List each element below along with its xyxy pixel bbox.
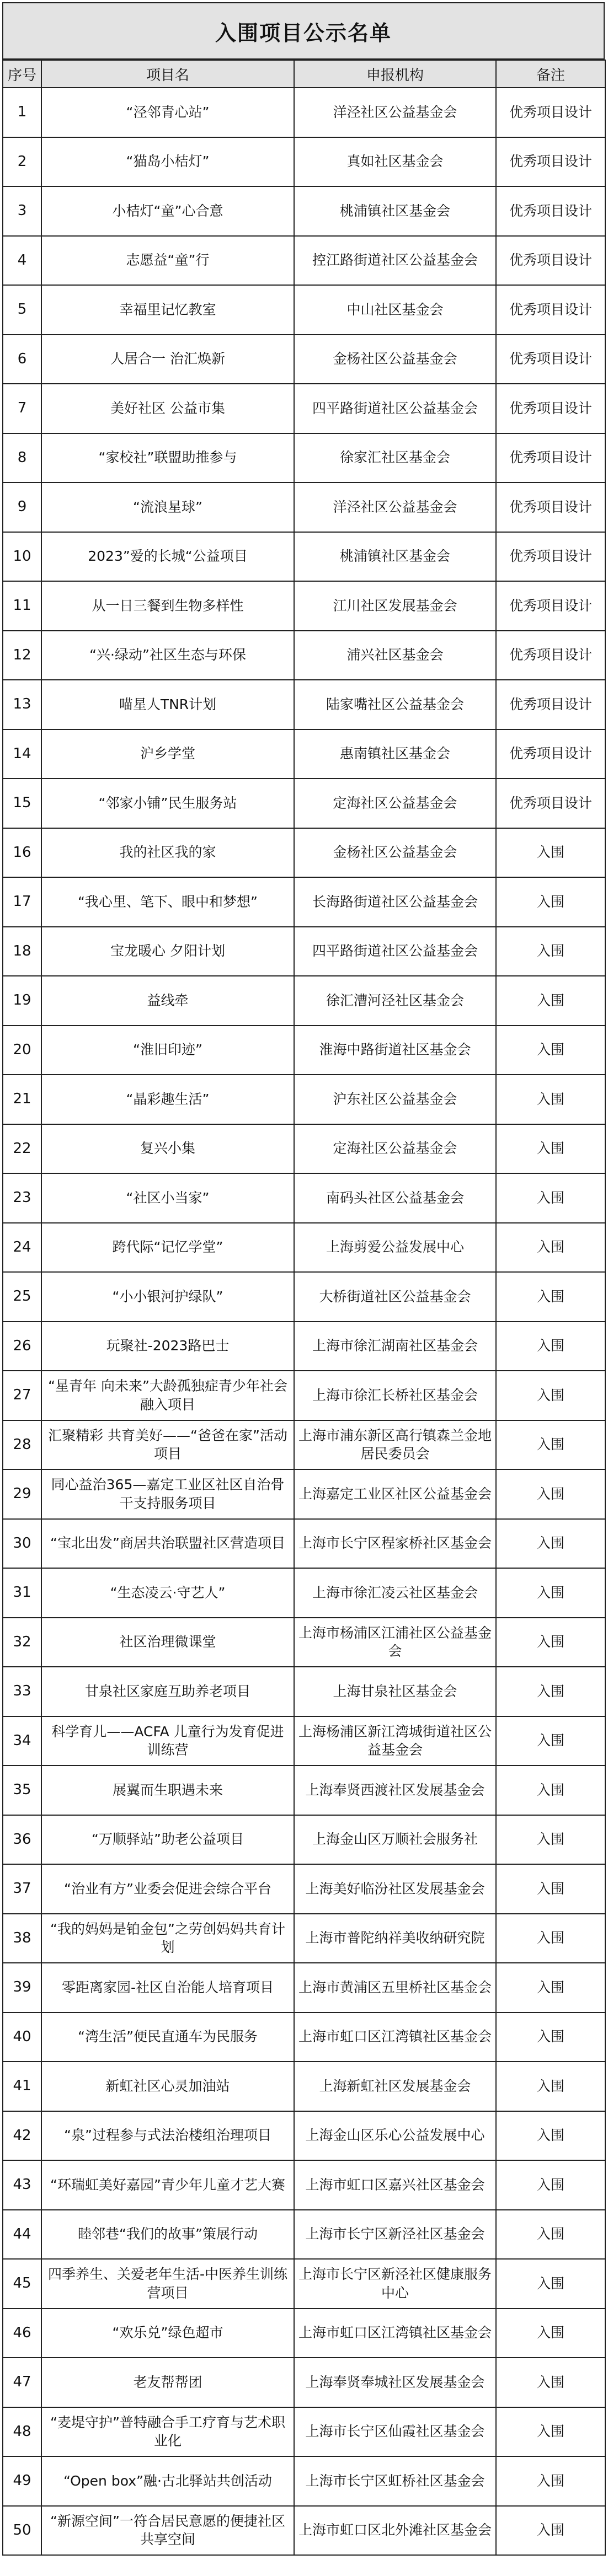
project-name: “兴·绿动”社区生态与环保: [41, 631, 294, 680]
row-index: 3: [3, 186, 41, 236]
project-name: 复兴小集: [41, 1124, 294, 1174]
remark: 入围: [496, 1322, 605, 1371]
remark: 优秀项目设计: [496, 729, 605, 779]
table-row: [3, 976, 605, 1026]
table-row: [3, 2309, 605, 2358]
row-index: 22: [3, 1124, 41, 1174]
table-row: [3, 877, 605, 927]
remark: 入围: [496, 2012, 605, 2062]
table-row: [3, 1568, 605, 1618]
project-name: 零距离家园-社区自治能人培育项目: [41, 1963, 294, 2012]
remark: 优秀项目设计: [496, 285, 605, 335]
project-name: 我的社区我的家: [41, 828, 294, 878]
row-index: 2: [3, 137, 41, 187]
remark: 入围: [496, 1815, 605, 1865]
table-row: [3, 335, 605, 384]
project-name: 喵星人TNR计划: [41, 680, 294, 729]
row-index: 48: [3, 2407, 41, 2457]
project-name: 新虹社区心灵加油站: [41, 2062, 294, 2111]
project-name: 美好社区 公益市集: [41, 384, 294, 433]
remark: 优秀项目设计: [496, 137, 605, 187]
project-name: 汇聚精彩 共育美好——“爸爸在家”活动项目: [41, 1420, 294, 1470]
organization-name: 上海奉贤西渡社区发展基金会: [294, 1765, 496, 1815]
table-row: [3, 1322, 605, 1371]
project-name: 从一日三餐到生物多样性: [41, 581, 294, 631]
row-index: 12: [3, 631, 41, 680]
remark: 入围: [496, 1765, 605, 1815]
remark: 入围: [496, 877, 605, 927]
organization-name: 上海市徐汇湖南社区基金会: [294, 1322, 496, 1371]
project-name: “猫岛小桔灯”: [41, 137, 294, 187]
organization-name: 洋泾社区公益基金会: [294, 482, 496, 532]
table-row: [3, 1075, 605, 1124]
organization-name: 长海路街道社区公益基金会: [294, 877, 496, 927]
organization-name: 上海剪爱公益发展中心: [294, 1223, 496, 1273]
organization-name: 上海市长宁区新泾社区基金会: [294, 2210, 496, 2260]
table-row: [3, 729, 605, 779]
row-index: 15: [3, 779, 41, 828]
project-name: 四季养生、关爱老年生活-中医养生训练营项目: [41, 2259, 294, 2309]
remark: 入围: [496, 1667, 605, 1716]
table-row: [3, 1420, 605, 1470]
table-row: [3, 88, 605, 137]
table-row: [3, 137, 605, 187]
remark: 入围: [496, 1469, 605, 1519]
organization-name: 上海奉贤奉城社区发展基金会: [294, 2358, 496, 2407]
remark: 入围: [496, 976, 605, 1026]
remark: 优秀项目设计: [496, 532, 605, 582]
organization-name: 定海社区公益基金会: [294, 1124, 496, 1174]
organization-name: 上海新虹社区发展基金会: [294, 2062, 496, 2111]
table-row: [3, 2456, 605, 2506]
row-index: 19: [3, 976, 41, 1026]
row-index: 30: [3, 1519, 41, 1569]
table-row: [3, 1618, 605, 1667]
header-organization: 申报机构: [294, 60, 496, 88]
project-name: 沪乡学堂: [41, 729, 294, 779]
remark: 入围: [496, 2259, 605, 2309]
remark: 入围: [496, 2111, 605, 2161]
table-row: [3, 1371, 605, 1420]
organization-name: 徐汇漕河泾社区基金会: [294, 976, 496, 1026]
row-index: 8: [3, 433, 41, 483]
row-index: 35: [3, 1765, 41, 1815]
project-name: 宝龙暖心 夕阳计划: [41, 927, 294, 976]
row-index: 37: [3, 1864, 41, 1914]
remark: 入围: [496, 1223, 605, 1273]
row-index: 36: [3, 1815, 41, 1865]
project-name: “泉”过程参与式法治楼组治理项目: [41, 2111, 294, 2161]
organization-name: 沪东社区公益基金会: [294, 1075, 496, 1124]
organization-name: 上海甘泉社区基金会: [294, 1667, 496, 1716]
remark: 入围: [496, 1618, 605, 1667]
table-row: [3, 2062, 605, 2111]
table-row: [3, 2111, 605, 2161]
table-row: [3, 828, 605, 878]
project-name: “家校社”联盟助推参与: [41, 433, 294, 483]
organization-name: 中山社区基金会: [294, 285, 496, 335]
table-row: [3, 1124, 605, 1174]
row-index: 31: [3, 1568, 41, 1618]
organization-name: 上海市徐汇长桥社区基金会: [294, 1371, 496, 1420]
project-name: “Open box”融·古北驿站共创活动: [41, 2456, 294, 2506]
row-index: 27: [3, 1371, 41, 1420]
organization-name: 淮海中路街道社区基金会: [294, 1026, 496, 1075]
table-row: [3, 1173, 605, 1223]
table-row: [3, 581, 605, 631]
table-row: [3, 482, 605, 532]
organization-name: 洋泾社区公益基金会: [294, 88, 496, 137]
row-index: 32: [3, 1618, 41, 1667]
organization-name: 上海嘉定工业区社区公益基金会: [294, 1469, 496, 1519]
project-name: “新源空间”一符合居民意愿的便捷社区共享空间: [41, 2506, 294, 2556]
row-index: 33: [3, 1667, 41, 1716]
organization-name: 四平路街道社区公益基金会: [294, 927, 496, 976]
project-name: “泾邻青心站”: [41, 88, 294, 137]
organization-name: 控江路街道社区公益基金会: [294, 236, 496, 286]
organization-name: 上海市杨浦区江浦社区公益基金会: [294, 1618, 496, 1667]
organization-name: 上海金山区乐心公益发展中心: [294, 2111, 496, 2161]
remark: 入围: [496, 828, 605, 878]
remark: 入围: [496, 2309, 605, 2358]
project-name: 展翼而生职遇未来: [41, 1765, 294, 1815]
project-name: 益线牵: [41, 976, 294, 1026]
remark: 入围: [496, 1519, 605, 1569]
remark: 优秀项目设计: [496, 779, 605, 828]
table-row: [3, 2407, 605, 2457]
table-row: [3, 186, 605, 236]
project-name: “社区小当家”: [41, 1173, 294, 1223]
project-name: “麦堤守护”普特融合手工疗育与艺术职业化: [41, 2407, 294, 2457]
remark: 入围: [496, 2062, 605, 2111]
table-row: [3, 2259, 605, 2309]
project-name: 小桔灯“童”心合意: [41, 186, 294, 236]
project-name: 人居合一 治汇焕新: [41, 335, 294, 384]
row-index: 4: [3, 236, 41, 286]
organization-name: 上海市黄浦区五里桥社区基金会: [294, 1963, 496, 2012]
table-row: [3, 384, 605, 433]
row-index: 11: [3, 581, 41, 631]
organization-name: 上海市长宁区程家桥社区基金会: [294, 1519, 496, 1569]
row-index: 1: [3, 88, 41, 137]
organization-name: 上海市徐汇凌云社区基金会: [294, 1568, 496, 1618]
row-index: 9: [3, 482, 41, 532]
row-index: 13: [3, 680, 41, 729]
project-name: “生态凌云·守艺人”: [41, 1568, 294, 1618]
organization-name: 上海市虹口区北外滩社区基金会: [294, 2506, 496, 2556]
remark: 入围: [496, 2456, 605, 2506]
remark: 优秀项目设计: [496, 88, 605, 137]
project-name: 幸福里记忆教室: [41, 285, 294, 335]
row-index: 38: [3, 1914, 41, 1963]
remark: 入围: [496, 1075, 605, 1124]
page-title: 入围项目公示名单: [2, 2, 605, 60]
row-index: 43: [3, 2160, 41, 2210]
table-row: [3, 2210, 605, 2260]
organization-name: 上海美好临汾社区发展基金会: [294, 1864, 496, 1914]
row-index: 44: [3, 2210, 41, 2260]
organization-name: 桃浦镇社区基金会: [294, 186, 496, 236]
row-index: 7: [3, 384, 41, 433]
organization-name: 金杨社区公益基金会: [294, 335, 496, 384]
remark: 入围: [496, 1371, 605, 1420]
remark: 优秀项目设计: [496, 581, 605, 631]
row-index: 10: [3, 532, 41, 582]
organization-name: 上海市浦东新区高行镇森兰金地居民委员会: [294, 1420, 496, 1470]
project-name: “欢乐兑”绿色超市: [41, 2309, 294, 2358]
row-index: 6: [3, 335, 41, 384]
organization-name: 徐家汇社区基金会: [294, 433, 496, 483]
remark: 入围: [496, 1963, 605, 2012]
remark: 优秀项目设计: [496, 335, 605, 384]
remark: 入围: [496, 927, 605, 976]
remark: 入围: [496, 2407, 605, 2457]
table-row: [3, 680, 605, 729]
remark: 入围: [496, 2506, 605, 2556]
row-index: 34: [3, 1716, 41, 1766]
table-row: [3, 1815, 605, 1865]
remark: 入围: [496, 2160, 605, 2210]
table-row: [3, 1519, 605, 1569]
project-name: “湾生活”便民直通车为民服务: [41, 2012, 294, 2062]
organization-name: 上海杨浦区新江湾城街道社区公益基金会: [294, 1716, 496, 1766]
row-index: 42: [3, 2111, 41, 2161]
row-index: 17: [3, 877, 41, 927]
project-name: “流浪星球”: [41, 482, 294, 532]
remark: 入围: [496, 1864, 605, 1914]
remark: 入围: [496, 1173, 605, 1223]
table-row: [3, 927, 605, 976]
table-row: [3, 285, 605, 335]
organization-name: 上海市长宁区虹桥社区基金会: [294, 2456, 496, 2506]
organization-name: 江川社区发展基金会: [294, 581, 496, 631]
row-index: 23: [3, 1173, 41, 1223]
organization-name: 上海市虹口区江湾镇社区基金会: [294, 2309, 496, 2358]
table-row: [3, 1026, 605, 1075]
row-index: 28: [3, 1420, 41, 1470]
project-name: 老友帮帮团: [41, 2358, 294, 2407]
project-name: “宝北出发”商居共治联盟社区营造项目: [41, 1519, 294, 1569]
table-row: [3, 1864, 605, 1914]
row-index: 47: [3, 2358, 41, 2407]
organization-name: 大桥街道社区公益基金会: [294, 1272, 496, 1322]
table-row: [3, 1667, 605, 1716]
table-row: [3, 631, 605, 680]
table-row: [3, 1716, 605, 1766]
project-table: [2, 60, 606, 2556]
announcement-sheet: [2, 2, 605, 2556]
row-index: 21: [3, 1075, 41, 1124]
remark: 入围: [496, 1716, 605, 1766]
project-name: 跨代际“记忆学堂”: [41, 1223, 294, 1273]
organization-name: 桃浦镇社区基金会: [294, 532, 496, 582]
organization-name: 浦兴社区基金会: [294, 631, 496, 680]
remark: 入围: [496, 1420, 605, 1470]
organization-name: 上海市虹口区嘉兴社区基金会: [294, 2160, 496, 2210]
remark: 入围: [496, 1914, 605, 1963]
project-name: “小小银河护绿队”: [41, 1272, 294, 1322]
table-row: [3, 236, 605, 286]
table-row: [3, 2506, 605, 2556]
project-name: “我心里、笔下、眼中和梦想”: [41, 877, 294, 927]
row-index: 14: [3, 729, 41, 779]
row-index: 41: [3, 2062, 41, 2111]
project-name: “淮旧印迹”: [41, 1026, 294, 1075]
project-name: “环瑞虹美好嘉园”青少年儿童才艺大赛: [41, 2160, 294, 2210]
table-row: [3, 1223, 605, 1273]
organization-name: 金杨社区公益基金会: [294, 828, 496, 878]
table-row: [3, 2012, 605, 2062]
header-remark: 备注: [496, 60, 605, 88]
table-row: [3, 2160, 605, 2210]
row-index: 5: [3, 285, 41, 335]
organization-name: 南码头社区公益基金会: [294, 1173, 496, 1223]
organization-name: 上海市普陀纳祥美收纳研究院: [294, 1914, 496, 1963]
table-row: [3, 1272, 605, 1322]
project-name: “邻家小铺”民生服务站: [41, 779, 294, 828]
organization-name: 上海市虹口区江湾镇社区基金会: [294, 2012, 496, 2062]
project-name: “星青年 向未来”大龄孤独症青少年社会融入项目: [41, 1371, 294, 1420]
row-index: 39: [3, 1963, 41, 2012]
project-name: 甘泉社区家庭互助养老项目: [41, 1667, 294, 1716]
organization-name: 真如社区基金会: [294, 137, 496, 187]
table-header-row: [3, 60, 605, 88]
project-name: “晶彩趣生活”: [41, 1075, 294, 1124]
row-index: 25: [3, 1272, 41, 1322]
table-row: [3, 1765, 605, 1815]
project-name: 2023”爱的长城“公益项目: [41, 532, 294, 582]
row-index: 49: [3, 2456, 41, 2506]
remark: 入围: [496, 2210, 605, 2260]
project-name: 玩聚社-2023路巴士: [41, 1322, 294, 1371]
organization-name: 惠南镇社区基金会: [294, 729, 496, 779]
row-index: 24: [3, 1223, 41, 1273]
remark: 入围: [496, 1026, 605, 1075]
header-index: 序号: [3, 60, 41, 88]
table-row: [3, 1914, 605, 1963]
remark: 入围: [496, 1568, 605, 1618]
row-index: 45: [3, 2259, 41, 2309]
remark: 优秀项目设计: [496, 384, 605, 433]
organization-name: 上海金山区万顺社会服务社: [294, 1815, 496, 1865]
header-project: 项目名: [41, 60, 294, 88]
project-name: 科学育儿——ACFA 儿童行为发育促进训练营: [41, 1716, 294, 1766]
project-name: 睦邻巷“我们的故事”策展行动: [41, 2210, 294, 2260]
project-name: 社区治理微课堂: [41, 1618, 294, 1667]
remark: 入围: [496, 2358, 605, 2407]
row-index: 26: [3, 1322, 41, 1371]
table-row: [3, 779, 605, 828]
row-index: 46: [3, 2309, 41, 2358]
project-name: 志愿益“童”行: [41, 236, 294, 286]
project-name: “治业有方”业委会促进会综合平台: [41, 1864, 294, 1914]
organization-name: 定海社区公益基金会: [294, 779, 496, 828]
remark: 优秀项目设计: [496, 433, 605, 483]
remark: 优秀项目设计: [496, 631, 605, 680]
row-index: 20: [3, 1026, 41, 1075]
remark: 优秀项目设计: [496, 186, 605, 236]
remark: 优秀项目设计: [496, 482, 605, 532]
remark: 优秀项目设计: [496, 236, 605, 286]
table-row: [3, 433, 605, 483]
organization-name: 上海市长宁区仙霞社区基金会: [294, 2407, 496, 2457]
remark: 入围: [496, 1124, 605, 1174]
organization-name: 陆家嘴社区公益基金会: [294, 680, 496, 729]
project-name: “万顺驿站”助老公益项目: [41, 1815, 294, 1865]
row-index: 16: [3, 828, 41, 878]
organization-name: 四平路街道社区公益基金会: [294, 384, 496, 433]
row-index: 50: [3, 2506, 41, 2556]
table-row: [3, 2358, 605, 2407]
organization-name: 上海市长宁区新泾社区健康服务中心: [294, 2259, 496, 2309]
table-row: [3, 1963, 605, 2012]
project-name: “我的妈妈是铂金包”之劳创妈妈共育计划: [41, 1914, 294, 1963]
remark: 优秀项目设计: [496, 680, 605, 729]
row-index: 18: [3, 927, 41, 976]
table-row: [3, 532, 605, 582]
project-name: 同心益治365—嘉定工业区社区自治骨干支持服务项目: [41, 1469, 294, 1519]
remark: 入围: [496, 1272, 605, 1322]
row-index: 40: [3, 2012, 41, 2062]
row-index: 29: [3, 1469, 41, 1519]
table-row: [3, 1469, 605, 1519]
